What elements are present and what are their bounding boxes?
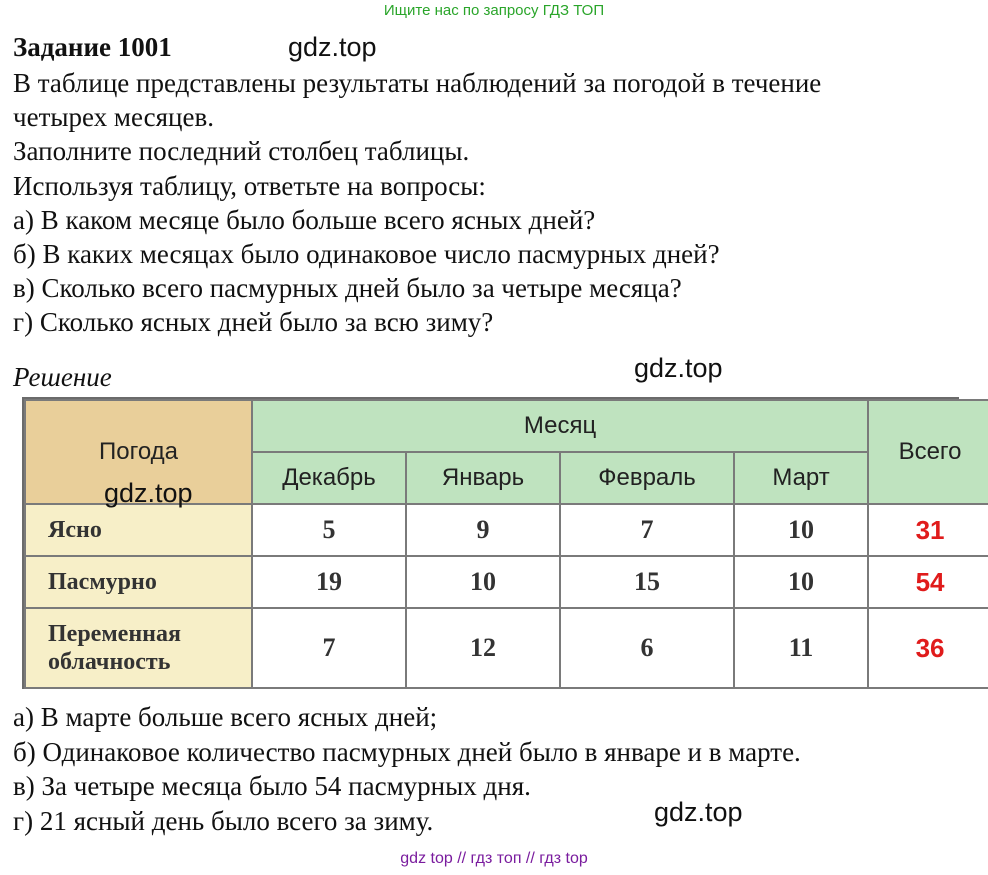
task-line: Используя таблицу, ответьте на вопросы: bbox=[13, 170, 486, 201]
watermark: gdz.top bbox=[104, 478, 193, 508]
table-cell: 5 bbox=[252, 504, 406, 556]
table-cell: 15 bbox=[560, 556, 734, 608]
question-c: в) Сколько всего пасмурных дней было за четыре месяца? bbox=[13, 273, 682, 304]
watermark: gdz.top bbox=[634, 353, 723, 383]
answer-a: а) В марте больше всего ясных дней; bbox=[13, 702, 438, 732]
answer-c: в) За четыре месяца было 54 пасмурных дня. bbox=[13, 771, 531, 801]
month-march: Март bbox=[734, 452, 868, 504]
weather-table bbox=[22, 397, 962, 689]
total-cell: 54 bbox=[868, 556, 988, 608]
task-title: Задание 1001 bbox=[13, 32, 172, 62]
task-line: четырех месяцев. bbox=[13, 102, 214, 133]
total-cell: 36 bbox=[868, 608, 988, 688]
row-label-partly-cloudy bbox=[25, 608, 252, 688]
watermark: gdz.top bbox=[288, 32, 377, 62]
table-cell: 10 bbox=[734, 556, 868, 608]
bottom-banner: gdz top // гдз топ // гдз top bbox=[400, 850, 588, 867]
answers bbox=[13, 700, 985, 838]
question-a: а) В каком месяце было больше всего ясных дней? bbox=[13, 204, 596, 235]
row-label-cloudy: Пасмурно bbox=[25, 556, 252, 608]
row-label-clear: Ясно bbox=[25, 504, 252, 556]
table-row bbox=[25, 504, 988, 556]
table-cell: 6 bbox=[560, 608, 734, 688]
table-cell: 7 bbox=[252, 608, 406, 688]
total-cell: 31 bbox=[868, 504, 988, 556]
task-line: В таблице представлены результаты наблюдений за погодой в течение bbox=[13, 68, 822, 98]
table-cell: 12 bbox=[406, 608, 560, 688]
task-line: Заполните последний столбец таблицы. bbox=[13, 136, 470, 167]
table-cell: 19 bbox=[252, 556, 406, 608]
table-cell: 7 bbox=[560, 504, 734, 556]
question-b: б) В каких месяцах было одинаковое число пасмурных дней? bbox=[13, 239, 720, 270]
answer-b: б) Одинаковое количество пасмурных дней было в январе и в марте. bbox=[13, 736, 801, 767]
header-month: Месяц bbox=[252, 400, 868, 452]
month-january: Январь bbox=[406, 452, 560, 504]
task-text bbox=[13, 66, 985, 340]
month-december: Декабрь bbox=[252, 452, 406, 504]
table-row bbox=[25, 608, 988, 688]
table-cell: 9 bbox=[406, 504, 560, 556]
table-cell: 10 bbox=[406, 556, 560, 608]
answer-d: г) 21 ясный день было всего за зиму. bbox=[13, 805, 434, 836]
month-february: Февраль bbox=[560, 452, 734, 504]
table-row bbox=[25, 556, 988, 608]
watermark: gdz.top bbox=[654, 797, 743, 827]
row-label-line: облачность bbox=[48, 649, 171, 675]
solution-label: Решение bbox=[13, 362, 112, 392]
table-cell: 10 bbox=[734, 504, 868, 556]
table-cell: 11 bbox=[734, 608, 868, 688]
header-weather: Погода bbox=[25, 400, 252, 504]
question-d: г) Сколько ясных дней было за всю зиму? bbox=[13, 307, 494, 338]
row-label-line: Переменная bbox=[48, 621, 181, 647]
header-total: Всего bbox=[868, 400, 988, 504]
top-banner: Ищите нас по запросу ГДЗ ТОП bbox=[383, 2, 605, 19]
